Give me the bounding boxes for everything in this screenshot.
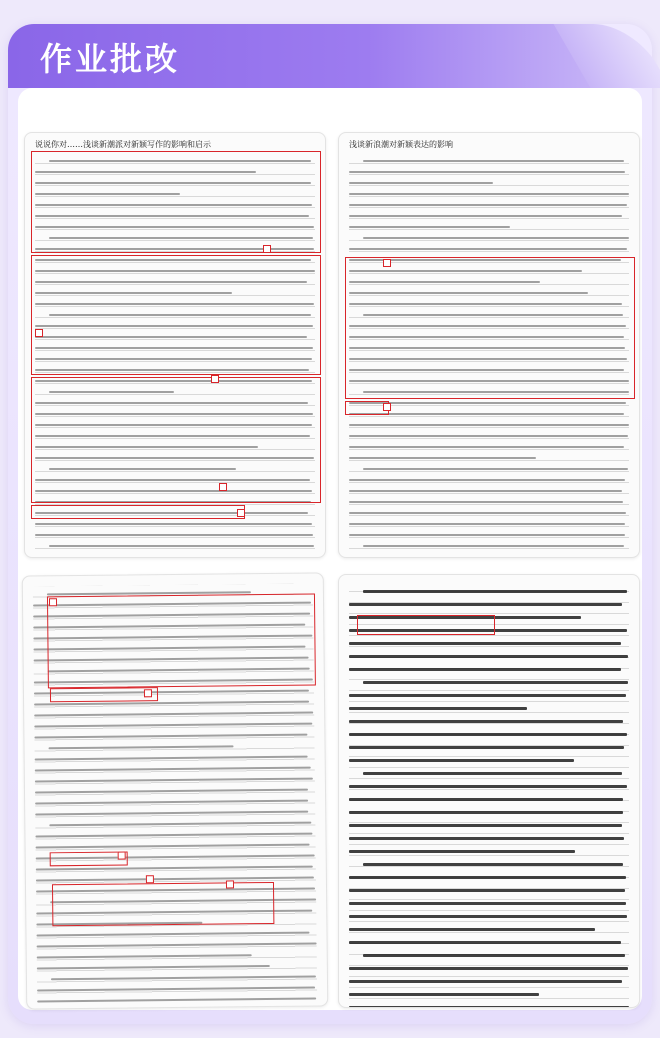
sheet-heading: 浅谈新浪潮对新颖表达的影响 — [349, 140, 453, 149]
annotation-marker — [263, 245, 271, 253]
annotation-marker — [49, 598, 57, 606]
handwritten-line — [349, 248, 627, 250]
handwritten-line — [34, 734, 307, 739]
handwritten-line — [349, 413, 624, 415]
handwritten-line — [349, 824, 622, 827]
annotation-marker — [144, 689, 152, 697]
handwritten-line — [36, 932, 309, 937]
handwritten-line — [349, 655, 628, 658]
handwritten-line — [349, 889, 625, 892]
handwritten-line — [349, 1006, 629, 1008]
annotation-box — [31, 505, 245, 519]
handwritten-line — [37, 943, 317, 948]
handwritten-line — [363, 954, 625, 957]
handwritten-line — [349, 424, 629, 426]
handwritten-line — [37, 965, 270, 969]
handwritten-line — [363, 545, 624, 547]
handwritten-line — [349, 171, 625, 173]
handwritten-line — [35, 789, 308, 794]
homework-sheet-4[interactable] — [338, 574, 640, 1008]
handwritten-line — [349, 512, 626, 514]
annotation-box — [345, 257, 635, 399]
annotation-marker — [146, 875, 154, 883]
annotation-box — [47, 594, 316, 689]
handwritten-line — [349, 902, 626, 905]
handwritten-line — [349, 928, 595, 931]
handwritten-line — [49, 745, 234, 749]
annotation-box — [31, 377, 321, 503]
annotation-box — [52, 882, 274, 926]
annotation-marker — [383, 259, 391, 267]
handwritten-line — [363, 590, 627, 593]
annotation-box — [50, 851, 128, 866]
handwritten-line — [349, 523, 625, 525]
annotation-box — [357, 615, 495, 635]
handwritten-line — [349, 993, 539, 996]
handwritten-line — [363, 468, 628, 470]
handwritten-line — [363, 237, 629, 239]
handwritten-line — [349, 642, 621, 645]
handwritten-line — [363, 681, 628, 684]
handwritten-line — [349, 837, 624, 840]
handwritten-line — [349, 798, 623, 801]
annotation-marker — [118, 852, 126, 860]
homework-sheet-1[interactable] — [24, 132, 326, 558]
handwritten-line — [35, 523, 312, 525]
handwritten-line — [349, 668, 621, 671]
handwritten-line — [349, 193, 629, 195]
handwritten-line — [349, 759, 574, 762]
handwritten-line — [51, 976, 316, 981]
handwritten-line — [37, 987, 315, 992]
handwritten-line — [37, 998, 316, 1003]
handwritten-line — [363, 863, 623, 866]
annotation-marker — [237, 509, 245, 517]
handwritten-line — [35, 800, 308, 805]
annotation-marker — [219, 483, 227, 491]
handwritten-line — [349, 720, 623, 723]
handwritten-line — [35, 756, 308, 761]
handwritten-line — [349, 204, 627, 206]
handwritten-line — [35, 778, 313, 783]
handwritten-line — [349, 603, 622, 606]
handwritten-line — [349, 941, 621, 944]
handwritten-line — [349, 811, 623, 814]
handwritten-line — [349, 733, 627, 736]
handwritten-line — [349, 446, 624, 448]
annotation-marker — [383, 403, 391, 411]
handwritten-line — [349, 479, 625, 481]
handwritten-line — [363, 772, 622, 775]
handwritten-line — [35, 811, 308, 816]
handwritten-line — [37, 954, 252, 958]
annotation-box — [31, 255, 321, 375]
handwritten-line — [363, 160, 624, 162]
handwritten-line — [49, 822, 311, 827]
handwritten-line — [349, 215, 622, 217]
handwritten-line — [349, 707, 527, 710]
handwritten-line — [349, 785, 627, 788]
handwritten-line — [36, 877, 314, 882]
annotation-marker — [35, 329, 43, 337]
annotation-marker — [226, 880, 234, 888]
homework-sheet-3[interactable] — [22, 572, 329, 1009]
handwritten-line — [35, 833, 312, 838]
sheet-heading: 说说你对……浅谈新潮派对新颖写作的影响和启示 — [35, 140, 211, 149]
homework-sheet-2[interactable] — [338, 132, 640, 558]
handwritten-line — [35, 767, 311, 772]
handwritten-line — [349, 490, 622, 492]
handwritten-line — [36, 866, 313, 871]
handwritten-line — [49, 545, 314, 547]
annotation-box — [31, 151, 321, 253]
handwritten-line — [34, 723, 312, 728]
handwritten-line — [349, 980, 622, 983]
handwritten-line — [349, 226, 510, 228]
handwritten-line — [349, 915, 627, 918]
handwritten-line — [349, 534, 625, 536]
handwritten-line — [35, 534, 313, 536]
handwritten-line — [349, 850, 575, 853]
handwritten-line — [349, 746, 624, 749]
handwriting-lines — [349, 581, 629, 999]
handwritten-line — [36, 844, 310, 849]
page-title: 作业批改 — [40, 40, 181, 78]
handwritten-line — [349, 876, 626, 879]
handwritten-line — [349, 694, 626, 697]
handwritten-line — [349, 501, 623, 503]
handwritten-line — [349, 967, 628, 970]
handwritten-line — [349, 182, 493, 184]
annotation-box — [50, 687, 158, 702]
handwritten-line — [349, 435, 628, 437]
annotation-marker — [211, 375, 219, 383]
handwritten-line — [34, 712, 313, 717]
handwritten-line — [349, 457, 536, 459]
